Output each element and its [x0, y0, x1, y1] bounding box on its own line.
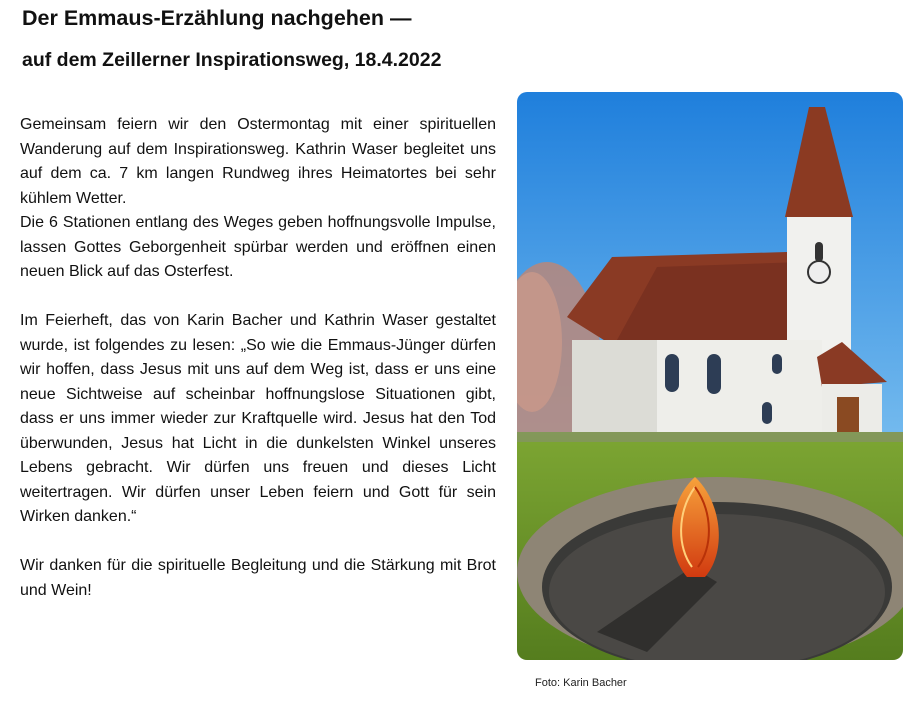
- photo-caption: Foto: Karin Bacher: [535, 677, 627, 689]
- paragraph-stations: Die 6 Stationen entlang des Weges geben hoffnungsvolle Impulse, lassen Gottes Geborgenheit spürbar werden und eröffnen einen neuen Blick auf das Osterfest.: [20, 214, 496, 280]
- clock-icon: [808, 261, 830, 283]
- article-title: Der Emmaus-Erzählung nachgehen —: [22, 6, 412, 30]
- church-photo: [517, 92, 903, 660]
- paragraph-intro: Gemeinsam feiern wir den Ostermontag mit einer spirituellen Wanderung auf dem Inspirationsweg. Kathrin Waser begleitet uns auf dem ca. 7 km langen Rundweg ihres Heimatortes bei sehr kühlem Wetter.: [20, 116, 496, 207]
- paragraph-quote: Im Feierheft, das von Karin Bacher und Kathrin Waser gestaltet wurde, ist folgendes zu lesen: „So wie die Emmaus-Jünger dürfen wir hoffen, dass Jesus mit uns auf dem Weg ist, dass er uns eine neue Sichtweise auf scheinbar hoffnungslose Situationen gibt, dass er uns immer wieder zur Kraftquelle wird. Jesus hat den Tod überwunden, Jesus hat Licht in die dunkelsten Winkel unseres Lebens gebracht. Wir dürfen uns freuen und dieses Licht weitertragen. Wir dürfen unser Leben feiern und Gott für sein Wirken danken.“: [20, 312, 496, 525]
- article-subtitle: auf dem Zeillerner Inspirationsweg, 18.4.2022: [22, 49, 442, 71]
- paragraph-thanks: Wir danken für die spirituelle Begleitung und die Stärkung mit Brot und Wein!: [20, 557, 496, 599]
- article-body: [20, 113, 496, 603]
